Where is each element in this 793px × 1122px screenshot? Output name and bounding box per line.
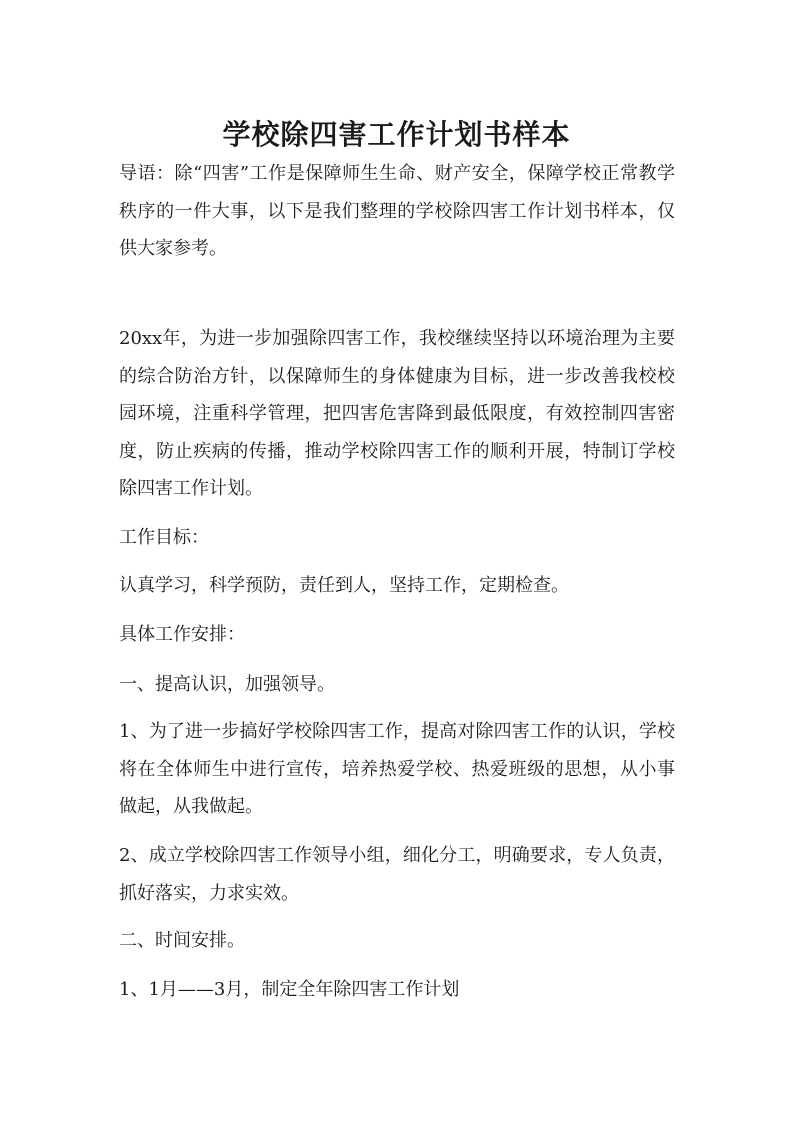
body-paragraph: 20xx年，为进一步加强除四害工作，我校继续坚持以环境治理为主要的综合防治方针，以保障师生的身体健康为目标，进一步改善我校校园环境，注重科学管理，把四害危害降到最低限度，有效控制四害密度，防止疾病的传播，推动学校除四害工作的顺利开展，特制订学校除四害工作计划。 [119,328,675,499]
goal-heading: 工作目标： [119,527,209,548]
section1-heading: 一、提高认识，加强领导。 [119,674,335,695]
plan-heading: 具体工作安排： [119,624,245,645]
section2-heading: 二、时间安排。 [119,930,245,951]
section1-item1: 1、为了进一步搞好学校除四害工作，提高对除四害工作的认识，学校将在全体师生中进行宣传，培养热爱学校、热爱班级的思想，从小事做起，从我做起。 [119,721,675,817]
section2-item1: 1、1月——3月，制定全年除四害工作计划 [119,979,460,1000]
section1-item2: 2、成立学校除四害工作领导小组，细化分工，明确要求，专人负责，抓好落实，力求实效。 [119,845,675,904]
goal-text: 认真学习，科学预防，责任到人，坚持工作，定期检查。 [119,575,569,596]
document-title: 学校除四害工作计划书样本 [222,117,571,151]
intro-paragraph: 导语：除“四害”工作是保障师生生命、财产安全，保障学校正常教学秩序的一件大事，以下是我们整理的学校除四害工作计划书样本，仅供大家参考。 [119,163,675,259]
